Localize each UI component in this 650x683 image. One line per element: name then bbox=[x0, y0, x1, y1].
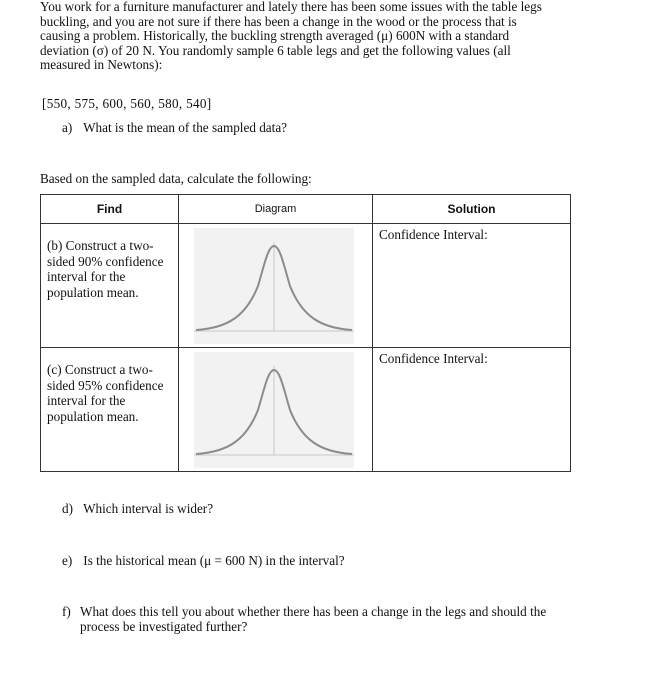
solution-cell-c bbox=[373, 348, 571, 472]
question-e-text: Is the historical mean (μ = 600 N) in the interval? bbox=[83, 553, 345, 568]
diagram-cell-c bbox=[179, 348, 373, 472]
table-header-row bbox=[41, 195, 571, 224]
normal-curve-diagram bbox=[194, 228, 354, 344]
based-on-heading: Based on the sampled data, calculate the following: bbox=[40, 171, 312, 186]
diagram-cell-b bbox=[179, 224, 373, 348]
question-a-label: a) bbox=[62, 120, 73, 135]
work-table bbox=[40, 194, 571, 472]
find-line: (b) Construct a two- bbox=[47, 238, 154, 253]
problem-line: buckling, and you are not sure if there has been a change in the wood or the process that is bbox=[40, 13, 517, 29]
question-f bbox=[62, 604, 582, 634]
question-f-line: What does this tell you about whether there has been a change in the legs and should the bbox=[80, 604, 547, 619]
find-cell-c bbox=[41, 348, 179, 472]
question-d bbox=[62, 501, 213, 516]
find-line: interval for the bbox=[47, 393, 126, 408]
header-find: Find bbox=[41, 195, 179, 224]
problem-line: You work for a furniture manufacturer and lately there has been some issues with the table legs bbox=[40, 0, 542, 14]
normal-curve-diagram bbox=[194, 352, 354, 468]
question-a-text: What is the mean of the sampled data? bbox=[83, 120, 288, 135]
find-line: population mean. bbox=[47, 284, 139, 300]
solution-cell-b bbox=[373, 224, 571, 348]
find-line: (c) Construct a two- bbox=[47, 362, 153, 377]
table-row-b bbox=[41, 224, 571, 348]
sample-data: [550, 575, 600, 560, 580, 540] bbox=[42, 96, 212, 111]
find-line: population mean. bbox=[47, 408, 139, 424]
question-f-label: f) bbox=[62, 604, 71, 619]
problem-line: deviation (σ) of 20 N. You randomly sample 6 table legs and get the following values (all bbox=[40, 42, 511, 58]
question-e bbox=[62, 553, 345, 568]
question-a bbox=[62, 120, 287, 135]
table-row-c bbox=[41, 348, 571, 472]
problem-line: causing a problem. Historically, the buckling strength averaged (μ) 600N with a standard bbox=[40, 28, 510, 44]
find-line: sided 95% confidence bbox=[47, 377, 164, 393]
solution-label: Confidence Interval: bbox=[379, 227, 488, 242]
find-line: sided 90% confidence bbox=[47, 253, 164, 269]
problem-line: measured in Newtons): bbox=[40, 57, 163, 73]
find-line: interval for the bbox=[47, 269, 126, 284]
question-f-line: process be investigated further? bbox=[80, 619, 248, 634]
question-d-label: d) bbox=[62, 501, 73, 516]
header-solution: Solution bbox=[373, 195, 571, 224]
question-e-label: e) bbox=[62, 553, 73, 568]
problem-statement bbox=[40, 0, 600, 73]
header-diagram: Diagram bbox=[179, 195, 373, 224]
find-cell-b bbox=[41, 224, 179, 348]
solution-label: Confidence Interval: bbox=[379, 351, 488, 366]
question-d-text: Which interval is wider? bbox=[83, 501, 214, 516]
